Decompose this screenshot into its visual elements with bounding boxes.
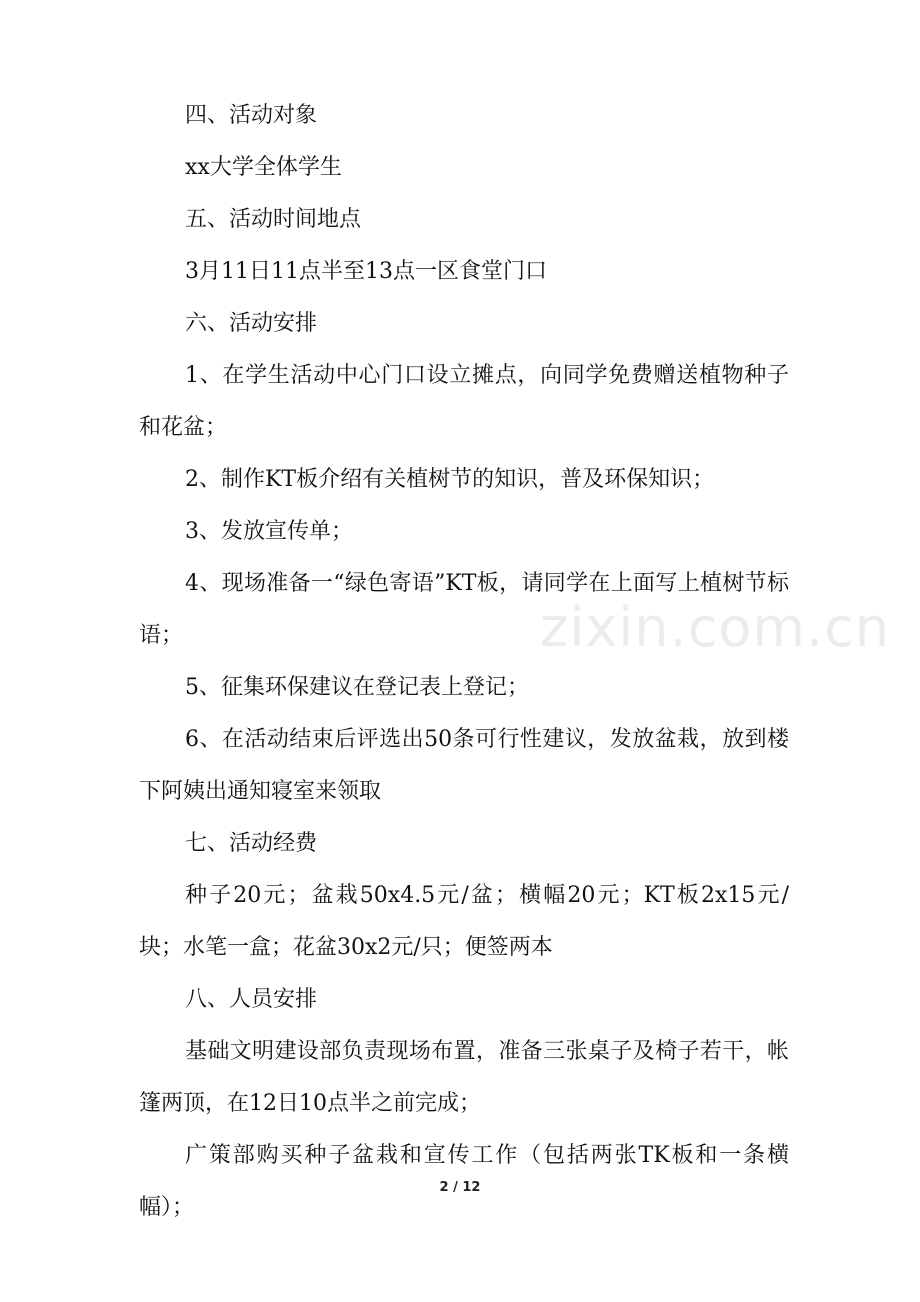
- section-heading-time-place: 五、活动时间地点: [185, 207, 362, 232]
- document-body: [139, 90, 789, 1234]
- body-paragraph: 基础文明建设部负责现场布置，准备三张桌子及椅子若干，帐篷两顶，在12日10点半之前完成；: [139, 1039, 789, 1116]
- list-item: 1、在学生活动中心门口设立摊点，向同学免费赠送植物种子和花盆；: [139, 363, 789, 440]
- watermark: zixin.com.cn: [540, 596, 891, 659]
- body-paragraph: xx大学全体学生: [185, 155, 342, 180]
- section-heading-budget: 七、活动经费: [185, 831, 318, 856]
- body-paragraph: 3月11日11点半至13点一区食堂门口: [185, 259, 547, 284]
- list-item: 2、制作KT板介绍有关植树节的知识，普及环保知识；: [185, 467, 715, 492]
- list-item: 5、征集环保建议在登记表上登记；: [185, 675, 529, 700]
- body-paragraph: 广策部购买种子盆栽和宣传工作（包括两张TK板和一条横幅）；: [139, 1143, 789, 1220]
- section-heading-arrangement: 六、活动安排: [185, 311, 318, 336]
- section-heading-audience: 四、活动对象: [185, 103, 318, 128]
- body-paragraph: 种子20元；盆栽50x4.5元/盆；横幅20元；KT板2x15元/块；水笔一盒；花盆30x2元/只；便签两本: [139, 883, 789, 960]
- page-number: 2 / 12: [439, 1180, 481, 1195]
- list-item: 6、在活动结束后评选出50条可行性建议，发放盆栽，放到楼下阿姨出通知寝室来领取: [139, 727, 789, 804]
- list-item: 3、发放宣传单；: [185, 519, 353, 544]
- section-heading-staffing: 八、人员安排: [185, 987, 318, 1012]
- list-item: 4、现场准备一“绿色寄语”KT板，请同学在上面写上植树节标语；: [139, 571, 789, 648]
